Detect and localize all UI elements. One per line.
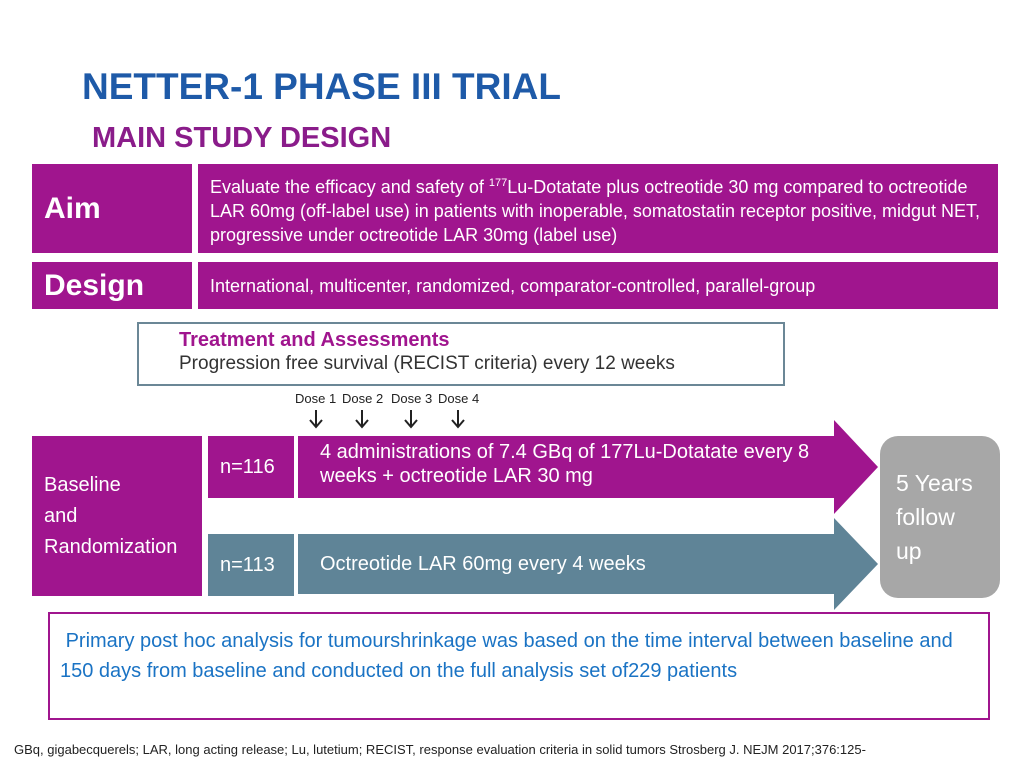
analysis-note-box bbox=[48, 612, 990, 720]
arm-2-n-box bbox=[208, 534, 294, 596]
baseline-line-1: Baseline bbox=[44, 474, 121, 496]
arm-1-line-1: 4 administrations of 7.4 GBq of 177Lu-Dotatate every 8 bbox=[320, 441, 810, 463]
design-text: International, multicenter, randomized, comparator-controlled, parallel-group bbox=[210, 275, 816, 296]
baseline-line-3: Randomization bbox=[44, 536, 178, 558]
dose-3-arrow bbox=[405, 410, 417, 427]
dose-2-arrow bbox=[356, 410, 368, 427]
followup-line-3: up bbox=[896, 538, 922, 564]
dose-4-arrow bbox=[452, 410, 464, 427]
followup-line-2: follow bbox=[896, 504, 955, 530]
dose-1-label: Dose 1 bbox=[295, 391, 337, 406]
dose-4-label: Dose 4 bbox=[438, 391, 480, 406]
arm-1-n-box bbox=[208, 436, 294, 498]
baseline-line-2: and bbox=[44, 505, 78, 527]
aim-superscript: 177 bbox=[488, 176, 508, 189]
aim-label: Aim bbox=[44, 191, 101, 225]
arm-2-text bbox=[320, 552, 830, 576]
treatment-detail: Progression free survival (RECIST criteria) every 12 weeks bbox=[179, 353, 675, 374]
footnote: GBq, gigabecquerels; LAR, long acting release; Lu, lutetium; RECIST, response evaluation criteria in solid tumors Strosberg J. NEJM 2017;376:125- bbox=[14, 742, 866, 757]
analysis-note-text: Primary post hoc analysis for tumourshrinkage was based on the time interval between baseline and 150 days from baseline and conducted on the full analysis set of229 patients bbox=[60, 630, 959, 682]
arm-1-line-2: weeks + octreotide LAR 30 mg bbox=[320, 465, 593, 487]
dose-3-label: Dose 3 bbox=[391, 391, 433, 406]
design-label: Design bbox=[44, 268, 145, 302]
followup-box bbox=[880, 436, 1000, 598]
treatment-heading: Treatment and Assessments bbox=[179, 329, 450, 351]
dose-2-label: Dose 2 bbox=[342, 391, 384, 406]
arm-2-n-label: n=113 bbox=[220, 553, 275, 576]
page-title: NETTER-1 PHASE III TRIAL bbox=[82, 66, 561, 107]
arm-2-line-1: Octreotide LAR 60mg every 4 weeks bbox=[320, 553, 646, 575]
arm-1-n-label: n=116 bbox=[220, 455, 275, 478]
arm-1-text bbox=[320, 440, 830, 488]
dose-1-arrow bbox=[310, 410, 322, 427]
followup-line-1: 5 Years bbox=[896, 470, 973, 496]
baseline-randomization-box bbox=[32, 436, 202, 596]
page-subtitle: MAIN STUDY DESIGN bbox=[92, 122, 392, 154]
aim-text: Evaluate the efficacy and safety of $^{177}$Lu-Dotatate plus octreotide 30 mg compared to octreotide LAR 60mg (off-label use) in patients with inoperable, somatostatin receptor positive, midgut NET, progressive under octreotide LAR 30mg (label use) bbox=[210, 176, 981, 245]
